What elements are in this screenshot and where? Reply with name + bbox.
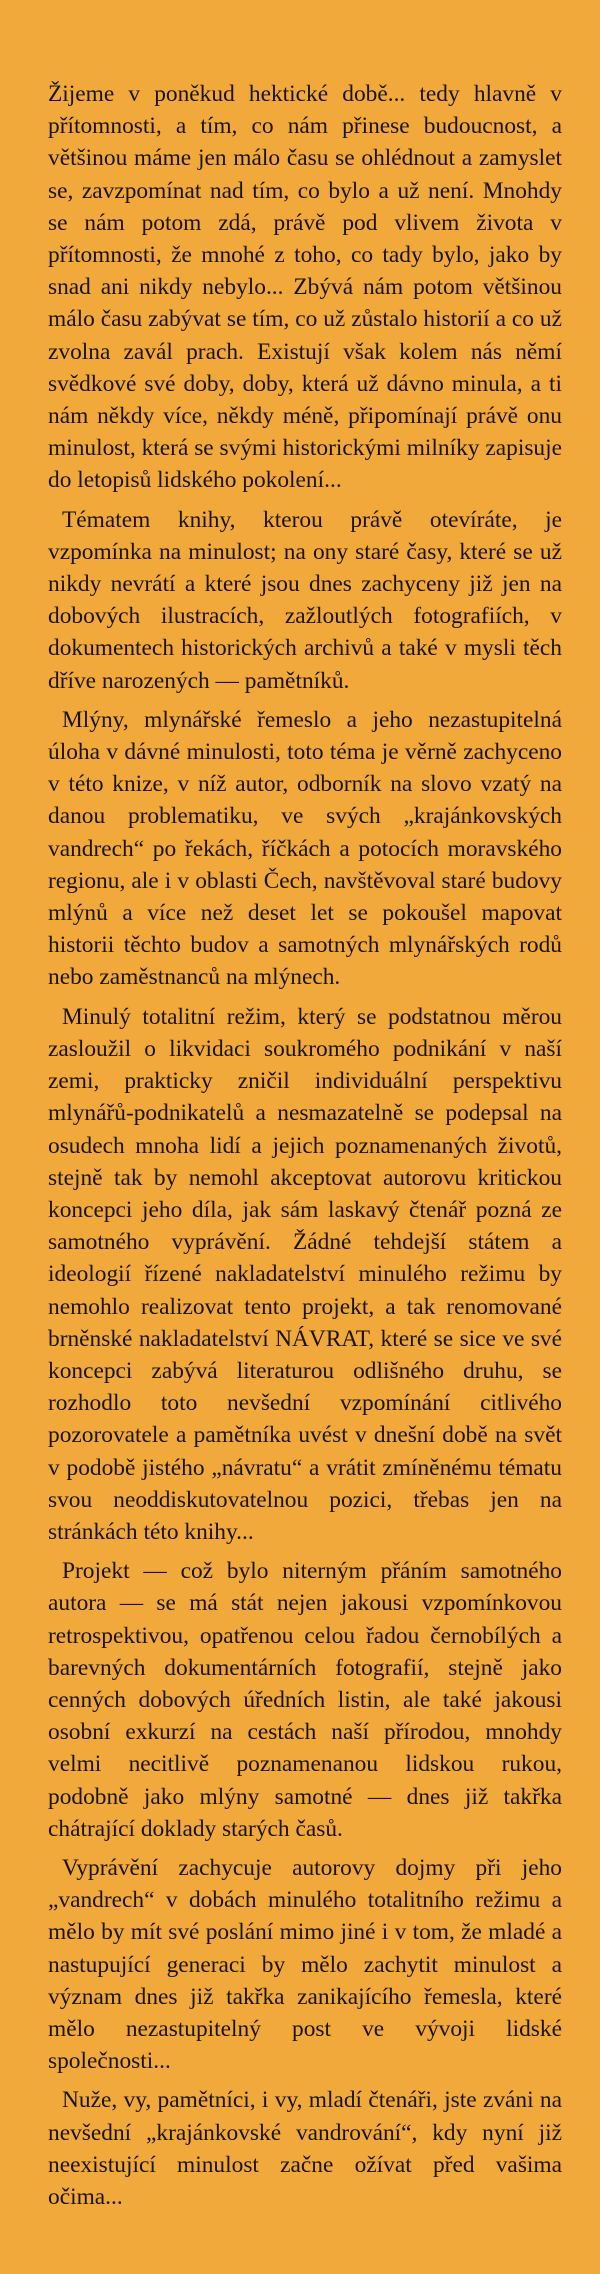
paragraph-narrative: Vyprávění zachycuje autorovy dojmy při jeho „vandrech“ v dobách minulého totalitního režimu a mělo by mít své poslání mimo jiné i v tom, že mladé a nastupující generaci by mělo zachytit minulost a význam dnes již takřka zanikajícího řemesla, které mělo nezastupitelný post ve vývoji lidské společnosti... xyxy=(48,1854,562,2075)
paragraph-project: Projekt — což bylo niterným přáním samotného autora — se má stát nejen jakousi vzpomínkovou retrospektivou, opatřenou celou řadou černobílých a barevných dokumentárních fotografií, stejně jako cenných dobových úředních listin, ale také jakousi osobní exkurzí na cestách naší přírodou, mnohdy velmi necitlivě poznamenanou lidskou rukou, podobně jako mlýny samotné — dnes již takřka chátrající doklady starých časů. xyxy=(48,1558,562,1842)
cover-text xyxy=(48,78,562,2220)
paragraph-intro: Žijeme v poněkud hektické době... tedy hlavně v přítomnosti, a tím, co nám přinese budoucnost, a většinou máme jen málo času se ohlédnout a zamyslet se, zavzpomínat nad tím, co bylo a už není. Mnohdy se nám potom zdá, právě pod vlivem života v přítomnosti, že mnohé z toho, co tady bylo, jako by snad ani nikdy nebylo... Zbývá nám potom většinou málo času zabývat se tím, co už zůstalo historií a co už zvolna zavál prach. Existují však kolem nás němí svědkové své doby, doby, která už dávno minula, a ti nám někdy více, někdy méně, připomínají právě onu minulost, která se svými historickými milníky zapisuje do letopisů lidského pokolení... xyxy=(48,81,562,494)
paragraph-theme: Tématem knihy, kterou právě otevíráte, je vzpomínka na minulost; na ony staré časy, které se už nikdy nevrátí a které jsou dnes zachyceny již jen na dobových ilustracích, zažloutlých fotografiích, v dokumentech historických archivů a také v mysli těch dříve narozených — pamětníků. xyxy=(48,506,562,694)
paragraph-regime: Minulý totalitní režim, který se podstatnou měrou zasloužil o likvidaci soukromého podnikání v naší zemi, prakticky zničil individuální perspektivu mlynářů-podnikatelů a nesmazatelně se podepsal na osudech mnoha lidí a jejich poznamenaných životů, stejně tak by nemohl akceptovat autorovu kritickou koncepci jeho díla, jak sám laskavý čtenář pozná ze samotného vyprávění. Žádné tehdejší státem a ideologií řízené nakladatelství minulého režimu by nemohlo realizovat tento projekt, a tak renomované brněnské nakladatelství NÁVRAT, které se sice ve své koncepci zabývá literaturou odlišného druhu, se rozhodlo toto nevšední vzpomínání citlivého pozorovatele a pamětníka uvést v dnešní době na svět v podobě jistého „návratu“ a vrátit zmíněnému tématu svou neoddiskutovatelnou pozici, třebas jen na stránkách této knihy... xyxy=(48,1003,562,1545)
paragraph-invitation: Nuže, vy, pamětníci, i vy, mladí čtenáři, jste zváni na nevšední „krajánkovské vandrování“, kdy nyní již neexistující minulost začne ožívat před vašima očima... xyxy=(48,2087,562,2210)
paragraph-mills: Mlýny, mlynářské řemeslo a jeho nezastupitelná úloha v dávné minulosti, toto téma je věrně zachyceno v této knize, v níž autor, odborník na slovo vzatý na danou problematiku, ve svých „krajánkovských vandrech“ po řekách, říčkách a potocích moravského regionu, ale i v oblasti Čech, navštěvoval staré budovy mlýnů a více než deset let se pokoušel mapovat historii těchto budov a samotných mlynářských rodů nebo zaměstnanců na mlýnech. xyxy=(48,706,562,991)
